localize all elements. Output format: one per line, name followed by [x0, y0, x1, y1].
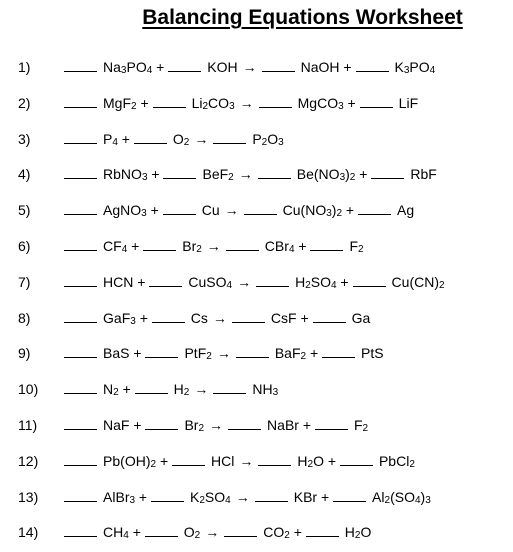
plus-sign: + [336, 273, 353, 290]
coefficient-blank[interactable] [64, 451, 97, 466]
plus-sign: + [306, 345, 323, 362]
plus-sign: + [323, 452, 340, 469]
chemical-formula: $Cu(NO_3)_2$ [282, 202, 343, 220]
coefficient-blank[interactable] [371, 164, 404, 179]
chemical-formula: PtS [361, 345, 384, 362]
coefficient-blank[interactable] [153, 93, 186, 108]
plus-sign: + [136, 94, 153, 111]
equation [64, 199, 414, 221]
yields-arrow-icon: → [206, 238, 221, 254]
plus-sign: + [127, 238, 144, 254]
problem-number: 13) [18, 488, 39, 505]
chemical-formula: HCN [103, 273, 134, 290]
chemical-formula: $H_2$ [173, 381, 190, 399]
chemical-formula: $H_2O$ [344, 524, 372, 542]
coefficient-blank[interactable] [143, 236, 176, 251]
coefficient-blank[interactable] [228, 415, 261, 430]
plus-sign: + [118, 381, 135, 398]
coefficient-blank[interactable] [244, 200, 277, 215]
chemical-formula: BaF$_2$ [274, 345, 307, 363]
chemical-formula: $O_2$ [183, 524, 201, 542]
coefficient-blank[interactable] [262, 57, 295, 72]
chemical-formula: NaF [103, 417, 130, 433]
coefficient-blank[interactable] [145, 415, 178, 430]
coefficient-blank[interactable] [353, 272, 386, 287]
plus-sign: + [298, 417, 315, 433]
chemical-formula: $P_4$ [103, 130, 118, 148]
chemical-formula: $Cu(CN)_2$ [391, 273, 445, 291]
yields-arrow-icon: → [239, 452, 254, 469]
problem-number: 14) [18, 524, 39, 541]
coefficient-blank[interactable] [64, 57, 97, 72]
problem-number: 10) [18, 381, 39, 398]
yields-arrow-icon: → [224, 202, 239, 219]
coefficient-blank[interactable] [64, 272, 97, 287]
coefficient-blank[interactable] [149, 272, 182, 287]
coefficient-blank[interactable] [236, 343, 269, 358]
coefficient-blank[interactable] [333, 487, 366, 502]
plus-sign: + [147, 166, 164, 183]
chemical-formula: AgNO$_3$ [103, 202, 147, 220]
plus-sign: + [128, 524, 145, 541]
problem-number: 4) [18, 166, 31, 183]
equation [64, 414, 368, 436]
chemical-formula: NaOH [300, 59, 340, 75]
coefficient-blank[interactable] [64, 487, 97, 502]
chemical-formula: Cu [201, 202, 220, 219]
chemical-formula: RbF [410, 166, 437, 183]
coefficient-blank[interactable] [64, 129, 97, 144]
yields-arrow-icon: → [194, 130, 209, 147]
plus-sign: + [133, 273, 150, 290]
equation [64, 271, 445, 293]
chemical-formula: NaBr [267, 417, 299, 433]
chemical-formula: $N_2$ [103, 381, 119, 399]
problem-number: 7) [18, 273, 31, 290]
chemical-formula: KOH [207, 59, 238, 75]
chemical-formula: KBr [293, 488, 318, 505]
chemical-formula: $Br_2$ [182, 238, 202, 255]
chemical-formula: $K_2SO_4$ [190, 488, 231, 506]
coefficient-blank[interactable] [152, 308, 185, 323]
coefficient-blank[interactable] [135, 379, 168, 394]
yields-arrow-icon: → [237, 273, 252, 290]
equation [64, 378, 278, 400]
coefficient-blank[interactable] [64, 522, 97, 537]
chemical-formula: CBr$_4$ [264, 238, 295, 255]
chemical-formula: LiF [398, 94, 419, 111]
equation [64, 521, 371, 543]
plus-sign: + [129, 345, 146, 362]
equation [64, 450, 415, 472]
coefficient-blank[interactable] [64, 93, 97, 108]
chemical-formula: AlBr$_3$ [103, 488, 136, 506]
chemical-formula: $F_2$ [353, 417, 369, 434]
coefficient-blank[interactable] [360, 93, 393, 108]
coefficient-blank[interactable] [306, 522, 339, 537]
problem-number: 2) [18, 94, 31, 111]
chemical-formula: MgF$_2$ [103, 94, 137, 112]
chemical-formula: Ga [351, 309, 371, 326]
coefficient-blank[interactable] [168, 57, 201, 72]
chemical-formula: $Li_2CO_3$ [191, 94, 235, 112]
coefficient-blank[interactable] [64, 415, 97, 430]
coefficient-blank[interactable] [151, 487, 184, 502]
chemical-formula: MgCO$_3$ [297, 94, 344, 112]
plus-sign: + [289, 524, 306, 541]
yields-arrow-icon: → [235, 488, 250, 505]
chemical-formula: $K_3PO_4$ [394, 59, 436, 76]
chemical-formula: $Na_3PO_4$ [103, 59, 153, 76]
problem-number: 8) [18, 309, 31, 326]
yields-arrow-icon: → [212, 309, 227, 326]
coefficient-blank[interactable] [356, 57, 389, 72]
yields-arrow-icon: → [242, 59, 257, 75]
problem-number: 1) [18, 59, 31, 75]
coefficient-blank[interactable] [172, 451, 205, 466]
worksheet-title: Balancing Equations Worksheet [142, 6, 463, 29]
coefficient-blank[interactable] [226, 236, 259, 251]
coefficient-blank[interactable] [134, 129, 167, 144]
yields-arrow-icon: → [194, 381, 209, 398]
coefficient-blank[interactable] [64, 236, 97, 251]
plus-sign: + [339, 59, 356, 75]
coefficient-blank[interactable] [64, 200, 97, 215]
chemical-formula: $H_2SO_4$ [295, 273, 337, 291]
chemical-formula: Cs [190, 309, 208, 326]
problem-number: 11) [18, 417, 38, 433]
plus-sign: + [296, 309, 313, 326]
equation [64, 92, 418, 114]
chemical-formula: BeF$_2$ [202, 166, 234, 184]
plus-sign: + [343, 94, 360, 111]
problem-number: 5) [18, 202, 31, 219]
coefficient-blank[interactable] [145, 522, 178, 537]
coefficient-blank[interactable] [255, 487, 288, 502]
problem-number: 3) [18, 130, 31, 147]
plus-sign: + [152, 59, 169, 75]
chemical-formula: $CH_4$ [103, 524, 129, 542]
coefficient-blank[interactable] [315, 415, 348, 430]
coefficient-blank[interactable] [310, 236, 343, 251]
chemical-formula: $Pb(OH)_2$ [103, 452, 157, 470]
coefficient-blank[interactable] [258, 451, 291, 466]
chemical-formula: HCl [211, 452, 235, 469]
coefficient-blank[interactable] [340, 451, 373, 466]
chemical-formula: PtF$_2$ [184, 345, 212, 363]
chemical-formula: CsF [270, 309, 297, 326]
coefficient-blank[interactable] [313, 308, 346, 323]
plus-sign: + [342, 202, 358, 219]
equation [64, 235, 364, 257]
plus-sign: + [156, 452, 173, 469]
chemical-formula: $F_2$ [349, 238, 364, 255]
plus-sign: + [129, 417, 146, 433]
coefficient-blank[interactable] [64, 164, 97, 179]
plus-sign: + [294, 238, 311, 254]
yields-arrow-icon: → [205, 524, 220, 541]
problem-number: 9) [18, 345, 31, 362]
coefficient-blank[interactable] [145, 343, 178, 358]
equation [64, 163, 437, 185]
yields-arrow-icon: → [239, 94, 254, 111]
chemical-formula: CuSO$_4$ [188, 273, 233, 291]
plus-sign: + [135, 488, 152, 505]
plus-sign: + [355, 166, 372, 183]
problem-number: 6) [18, 238, 31, 254]
coefficient-blank[interactable] [64, 308, 97, 323]
chemical-formula: $Br_2$ [184, 417, 205, 434]
coefficient-blank[interactable] [224, 522, 257, 537]
chemical-formula: $H_2O$ [297, 452, 324, 470]
coefficient-blank[interactable] [232, 308, 265, 323]
coefficient-blank[interactable] [258, 164, 291, 179]
equation [64, 307, 370, 329]
equation [64, 128, 284, 150]
plus-sign: + [135, 309, 152, 326]
chemical-formula: $O_2$ [172, 130, 190, 148]
chemical-formula: $Be(NO_3)_2$ [296, 166, 356, 184]
chemical-formula: $P_2O_3$ [252, 130, 284, 148]
plus-sign: + [317, 488, 334, 505]
chemical-formula: $NH_3$ [252, 381, 279, 399]
chemical-formula: BaS [103, 345, 130, 362]
coefficient-blank[interactable] [213, 379, 246, 394]
plus-sign: + [146, 202, 163, 219]
coefficient-blank[interactable] [64, 379, 97, 394]
coefficient-blank[interactable] [358, 200, 391, 215]
equation [64, 342, 384, 364]
coefficient-blank[interactable] [322, 343, 355, 358]
chemical-formula: PbCl$_2$ [378, 452, 415, 470]
chemical-formula: Ag [396, 202, 415, 219]
problem-number: 12) [18, 452, 39, 469]
equation [64, 486, 431, 508]
chemical-formula: $CF_4$ [103, 238, 128, 255]
coefficient-blank[interactable] [256, 272, 289, 287]
plus-sign: + [117, 130, 134, 147]
yields-arrow-icon: → [238, 166, 253, 183]
chemical-formula: GaF$_3$ [103, 309, 136, 327]
coefficient-blank[interactable] [64, 343, 97, 358]
coefficient-blank[interactable] [163, 200, 196, 215]
equation [64, 56, 435, 78]
chemical-formula: $CO_2$ [263, 524, 290, 542]
chemical-formula: RbNO$_3$ [103, 166, 148, 184]
chemical-formula: $Al_2(SO_4)_3$ [372, 488, 431, 506]
coefficient-blank[interactable] [213, 129, 246, 144]
yields-arrow-icon: → [209, 417, 224, 433]
coefficient-blank[interactable] [259, 93, 292, 108]
yields-arrow-icon: → [216, 345, 231, 362]
coefficient-blank[interactable] [163, 164, 196, 179]
